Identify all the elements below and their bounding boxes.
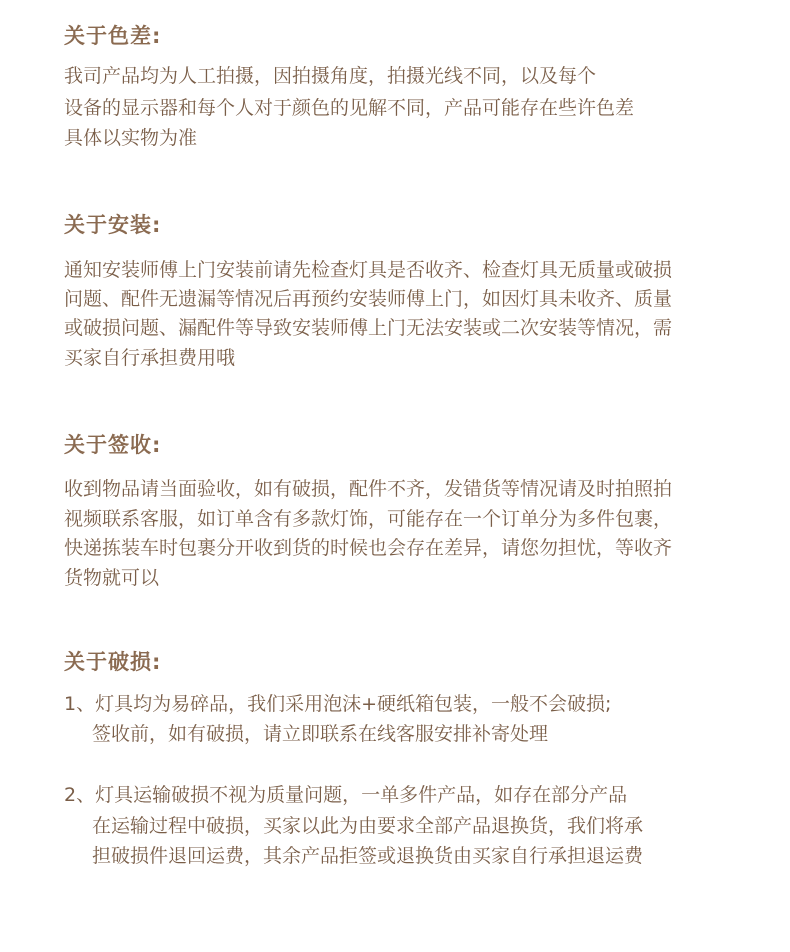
damage-item-1-line: 签收前，如有破损，请立即联系在线客服安排补寄处理 xyxy=(92,723,549,745)
damage-item-2-line: 担破损件退回运费，其余产品拒签或退换货由买家自行承担退运费 xyxy=(92,845,644,867)
section-title-installation: 关于安装: xyxy=(64,213,162,237)
section-title-damage: 关于破损: xyxy=(64,650,162,674)
section-title-color-difference: 关于色差: xyxy=(64,24,162,48)
damage-item-1-line: 1、灯具均为易碎品，我们采用泡沫+硬纸箱包装，一般不会破损; xyxy=(64,693,612,715)
damage-item-2-line: 在运输过程中破损，买家以此为由要求全部产品退换货，我们将承 xyxy=(92,815,644,837)
color-difference-text-line: 具体以实物为准 xyxy=(64,127,198,149)
installation-text-line: 买家自行承担费用哦 xyxy=(64,347,236,369)
installation-text-line: 通知安装师傅上门安装前请先检查灯具是否收齐、检查灯具无质量或破损 xyxy=(64,259,673,281)
section-title-sign-for-receipt: 关于签收: xyxy=(64,433,162,457)
receipt-text-line: 快递拣装车时包裹分开收到货的时候也会存在差异，请您勿担忧，等收齐 xyxy=(64,537,673,559)
damage-item-2-line: 2、灯具运输破损不视为质量问题，一单多件产品，如存在部分产品 xyxy=(64,784,628,806)
color-difference-text-line: 设备的显示器和每个人对于颜色的见解不同，产品可能存在些许色差 xyxy=(64,97,635,119)
color-difference-text-line: 我司产品均为人工拍摄，因拍摄角度，拍摄光线不同，以及每个 xyxy=(64,65,597,87)
receipt-text-line: 收到物品请当面验收，如有破损，配件不齐，发错货等情况请及时拍照拍 xyxy=(64,478,673,500)
installation-text-line: 问题、配件无遗漏等情况后再预约安装师傅上门，如因灯具未收齐、质量 xyxy=(64,288,673,310)
installation-text-line: 或破损问题、漏配件等导致安装师傅上门无法安装或二次安装等情况，需 xyxy=(64,317,673,339)
receipt-text-line: 货物就可以 xyxy=(64,567,160,589)
receipt-text-line: 视频联系客服，如订单含有多款灯饰，可能存在一个订单分为多件包裹， xyxy=(64,508,673,530)
